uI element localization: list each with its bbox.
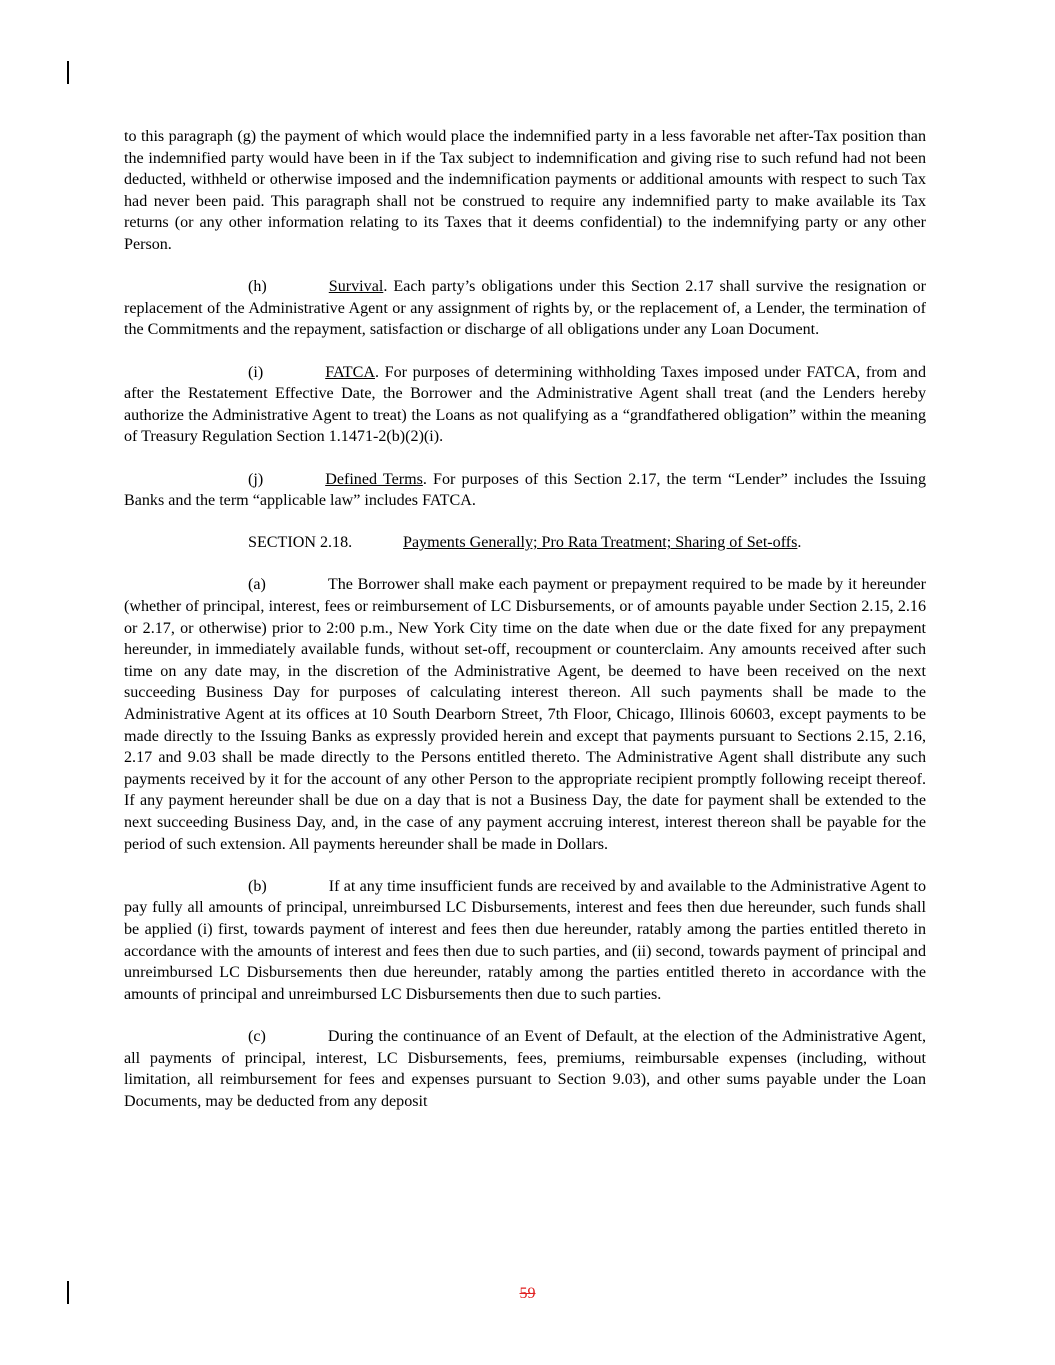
paragraph-label: (j)	[248, 470, 264, 488]
paragraph	[124, 574, 926, 855]
paragraph-label: (a)	[248, 576, 266, 594]
paragraph-text: to this paragraph (g) the payment of which would place the indemnified party in a less favorable net after-Tax position than the indemnified party would have been in if the Tax subject to indemnification and giving rise to such refund had not been deducted, withheld or otherwise imposed and the indemnification payments or additional amounts with respect to such Tax had never been paid. This paragraph shall not be construed to require any indemnified party to make available its Tax returns (or any other information relating to its Taxes that it deems confidential) to the indemnifying party or any other Person.	[124, 128, 926, 253]
paragraph-label: (c)	[248, 1027, 266, 1045]
paragraph-text: The Borrower shall make each payment or prepayment required to be made by it hereunder (whether of principal, interest, fees or reimbursement of LC Disbursements, or of amounts payable under Section 2.15, 2.16 or 2.17, or otherwise) prior to 2:00 p.m., New York City time on the date when due or the date fixed for any prepayment hereunder, in immediately available funds, without set-off, recoupment or counterclaim. Any amounts received after such time on any date may, in the discretion of the Administrative Agent, be deemed to have been received on the next succeeding Business Day for purposes of calculating interest thereon. All such payments shall be made to the Administrative Agent at its offices at 10 South Dearborn Street, 7th Floor, Chicago, Illinois 60603, except payments to be made directly to the Issuing Banks as expressly provided herein and except that payments pursuant to Sections 2.15, 2.16, 2.17 and 9.03 shall be made directly to the Persons entitled thereto. The Administrative Agent shall distribute any such payments received by it for the account of any other Person to the appropriate recipient promptly following receipt thereof. If any payment hereunder shall be due on a day that is not a Business Day, the date for payment shall be extended to the next succeeding Business Day, and, in the case of any payment accruing interest, interest thereon shall be payable for the period of such extension. All payments hereunder shall be made in Dollars.	[124, 576, 926, 853]
paragraph-label: (i)	[248, 363, 264, 381]
document-body	[124, 126, 926, 1133]
section-heading	[248, 532, 926, 554]
caption-text: Defined Terms	[325, 470, 423, 488]
paragraph-text: . For purposes of this Section 2.17, the term “Lender” includes the Issuing Banks and the term “applicable law” includes FATCA.	[124, 470, 926, 510]
caption-text: Survival	[328, 278, 384, 296]
page-number: 59	[519, 1285, 536, 1302]
paragraph-label: (b)	[248, 877, 267, 895]
caption-text: Payments Generally; Pro Rata Treatment; Sharing of Set-offs	[403, 534, 798, 552]
change-bar-top	[67, 61, 69, 84]
paragraph	[124, 469, 926, 512]
paragraph	[124, 126, 926, 256]
paragraph-text: If at any time insufficient funds are received by and available to the Administrative Agent to pay fully all amounts of principal, unreimbursed LC Disbursements, interest and fees then due hereunder, such funds shall be applied (i) first, towards payment of interest and fees then due hereunder, ratably among the parties entitled thereto in accordance with the amounts of interest and fees then due to such parties, and (ii) second, towards payment of principal and unreimbursed LC Disbursements then due hereunder, ratably among the parties entitled thereto in accordance with the amounts of principal and unreimbursed LC Disbursements then due to such parties.	[124, 877, 926, 1003]
paragraph	[124, 276, 926, 341]
paragraph	[124, 876, 926, 1006]
paragraph-text: During the continuance of an Event of Default, at the election of the Administrative Agent, all payments of principal, interest, LC Disbursements, fees, premiums, reimbursable expenses (including, without limitation, all reimbursement for fees and expenses pursuant to Section 9.03), and other sums payable under the Loan Documents, may be deducted from any deposit	[124, 1027, 926, 1110]
section-number: SECTION 2.18.	[248, 534, 353, 552]
paragraph-text: .	[797, 534, 802, 552]
caption-text: FATCA	[325, 363, 375, 381]
paragraph	[124, 362, 926, 448]
paragraph-text: . Each party’s obligations under this Section 2.17 shall survive the resignation or replacement of the Administrative Agent or any assignment of rights by, or the replacement of, a Lender, the termination of the Commitments and the repayment, satisfaction or discharge of all obligations under any Loan Document.	[124, 278, 926, 339]
paragraph	[124, 1026, 926, 1112]
paragraph-text: . For purposes of determining withholding Taxes imposed under FATCA, from and after the Restatement Effective Date, the Borrower and the Administrative Agent shall treat (and the Lenders hereby authorize the Administrative Agent to treat) the Loans as not qualifying as a “grandfathered obligation” within the meaning of Treasury Regulation Section 1.1471-2(b)(2)(i).	[124, 363, 926, 446]
paragraph-label: (h)	[248, 278, 267, 296]
